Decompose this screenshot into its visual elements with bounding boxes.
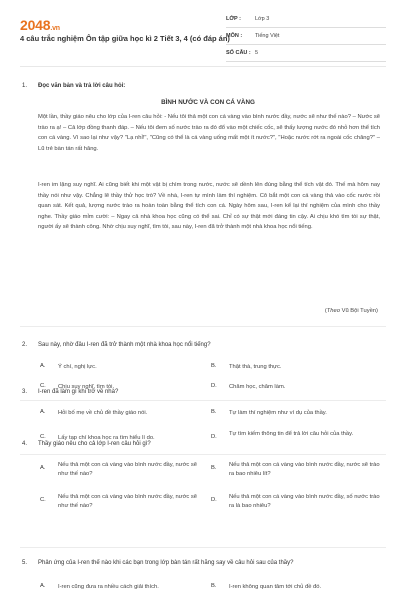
question-divider: [20, 326, 386, 327]
option-letter: C.: [40, 383, 46, 389]
question-number: 4.: [22, 441, 28, 447]
option-text: Thật thà, trung thực.: [229, 364, 282, 370]
option-text: Tự tìm kiếm thông tin để trả lời câu hỏi của thầy.: [229, 431, 354, 437]
option-letter: D.: [211, 434, 217, 440]
question-number: 1.: [22, 83, 28, 89]
page-header: [0, 0, 400, 68]
option-letter: A.: [40, 583, 46, 589]
meta-value: 5: [255, 50, 259, 56]
option-letter: B.: [211, 363, 217, 369]
passage-source: (Theo Vũ Bội Tuyền): [324, 308, 378, 314]
option-text: Nếu thả một con cá vàng vào bình nước đầy, nước sẽ như thế nào?: [58, 494, 197, 509]
question-divider: [20, 454, 386, 455]
passage-paragraph: Một lần, thầy giáo nêu cho lớp của I-ren câu hỏi: - Nếu tôi thả một con cá vàng vào bình nước đầy, nước sẽ như thế nào? – Nước sẽ trào ra ạ! – Cả lớp đồng thanh đáp. – Nếu tôi đem số nước trào ra đó đổ vào một chiếc cốc, sẽ thấy lượng nước đó nhỏ hơn thể tích con cá vàng. Vì sao lại như vậy? "Lạ nhỉ!", "Cũng có thể là cá vàng uống mất một ít nước?", "Hoặc nước rớt ra ngoài cốc chăng?" – Lũ trẻ bàn tán rất hăng.: [38, 114, 380, 152]
option-text: Nếu thả một con cá vàng vào bình nước đầy, số nước trào ra là bao nhiêu?: [229, 494, 380, 509]
meta-key: LỚP :: [226, 16, 241, 22]
option-text: I-ren cũng đưa ra nhiều cách giải thích.: [58, 584, 159, 590]
answer-option[interactable]: [211, 461, 381, 478]
question-divider: [20, 547, 386, 548]
question-text: I-ren đã làm gì khi trở về nhà?: [38, 389, 119, 395]
meta-key: SỐ CÂU :: [226, 50, 251, 56]
answer-option[interactable]: [211, 583, 381, 592]
answer-option[interactable]: [211, 493, 381, 510]
answer-option[interactable]: [211, 409, 381, 418]
meta-key: MÔN :: [226, 33, 243, 39]
answer-option[interactable]: [211, 430, 381, 440]
answer-option[interactable]: [211, 363, 381, 372]
option-letter: B.: [211, 465, 217, 471]
option-text: Nếu thả một con cá vàng vào bình nước đầy, nước sẽ như thế nào?: [58, 462, 197, 477]
option-text: Chịu suy nghĩ, tìm tòi.: [58, 384, 115, 390]
meta-value: Lớp 3: [255, 16, 270, 22]
option-letter: A.: [40, 409, 46, 415]
site-logo[interactable]: 2048.vn: [20, 17, 60, 33]
meta-row-subject: [226, 28, 386, 45]
option-letter: C.: [40, 434, 46, 440]
question-number: 3.: [22, 389, 28, 395]
passage-paragraph: I-ren im lặng suy nghĩ. Ai cũng biết khi một vật bị chìm trong nước, nước sẽ dềnh lên đúng bằng thể tích vật đó. Thế mà hôm nay thầy nói như vậy. Chẳng lẽ thầy thử học trò? Về nhà, I-ren tự mình làm thí nghiệm. Cô bắt một con cá vàng thả vào cốc nước rồi quan sát. Kết quả, lượng nước trào ra hoàn toàn bằng thể tích con cá. Ngày hôm sau, I-ren kể lại thí nghiệm của mình cho thầy nghe. Thầy giáo mỉm cười: – Ngay cả nhà khoa học cũng có thể sai. Chỉ có sự thật mới đáng tin cậy. Ai chịu khó tìm tòi sự thật, người ấy sẽ thành công. Nhờ chịu suy nghĩ, tìm tòi, sau này, I-ren đã trở thành một nhà khoa học nổi tiếng.: [38, 182, 380, 230]
answer-option[interactable]: [40, 363, 200, 372]
option-text: Hỏi bố mẹ về chủ đề thầy giáo nói.: [58, 410, 148, 416]
answer-option[interactable]: [40, 461, 205, 478]
option-text: I-ren không quan tâm tới chủ đề đó.: [229, 584, 322, 590]
option-text: Tự làm thí nghiệm như ví dụ của thầy.: [229, 410, 327, 416]
question-divider: [20, 400, 386, 401]
question-number: 2.: [22, 342, 28, 348]
header-divider: [20, 66, 386, 67]
question-text: Sau này, nhờ đâu I-ren đã trở thành một nhà khoa học nổi tiếng?: [38, 342, 211, 348]
meta-table: [226, 11, 386, 62]
option-letter: D.: [211, 497, 217, 503]
answer-option[interactable]: [211, 383, 381, 392]
option-letter: C.: [40, 497, 46, 503]
question-text: Phản ứng của I-ren thế nào khi các bạn trong lớp bàn tán rất hăng say về câu hỏi sau của thầy?: [38, 560, 294, 566]
passage-title: BÌNH NƯỚC VÀ CON CÁ VÀNG: [161, 99, 255, 106]
option-letter: A.: [40, 465, 46, 471]
option-letter: A.: [40, 363, 46, 369]
question-text: Đọc văn bản và trả lời câu hỏi:: [38, 83, 126, 89]
option-text: Chăm học, chăm làm.: [229, 384, 286, 390]
meta-row-class: [226, 11, 386, 28]
option-text: Ý chí, nghị lực.: [58, 364, 97, 370]
option-text: Lấy tạp chí khoa học ra tìm hiểu lí do.: [58, 435, 155, 441]
option-letter: B.: [211, 409, 217, 415]
option-text: Nếu thả một con cá vàng vào bình nước đầy, nước sẽ trào ra bao nhiêu lít?: [229, 462, 380, 477]
question-number: 5.: [22, 560, 28, 566]
answer-option[interactable]: [40, 493, 205, 510]
answer-option[interactable]: [40, 583, 205, 592]
option-letter: D.: [211, 383, 217, 389]
document-title: 4 câu trắc nghiệm Ôn tập giữa học kì 2 Tiết 3, 4 (có đáp án): [20, 34, 230, 43]
meta-row-count: [226, 45, 386, 62]
answer-option[interactable]: [40, 409, 200, 418]
option-letter: B.: [211, 583, 217, 589]
question-text: Thầy giáo nêu cho cả lớp I-ren câu hỏi gì?: [38, 441, 151, 447]
meta-value: Tiếng Việt: [255, 33, 280, 39]
